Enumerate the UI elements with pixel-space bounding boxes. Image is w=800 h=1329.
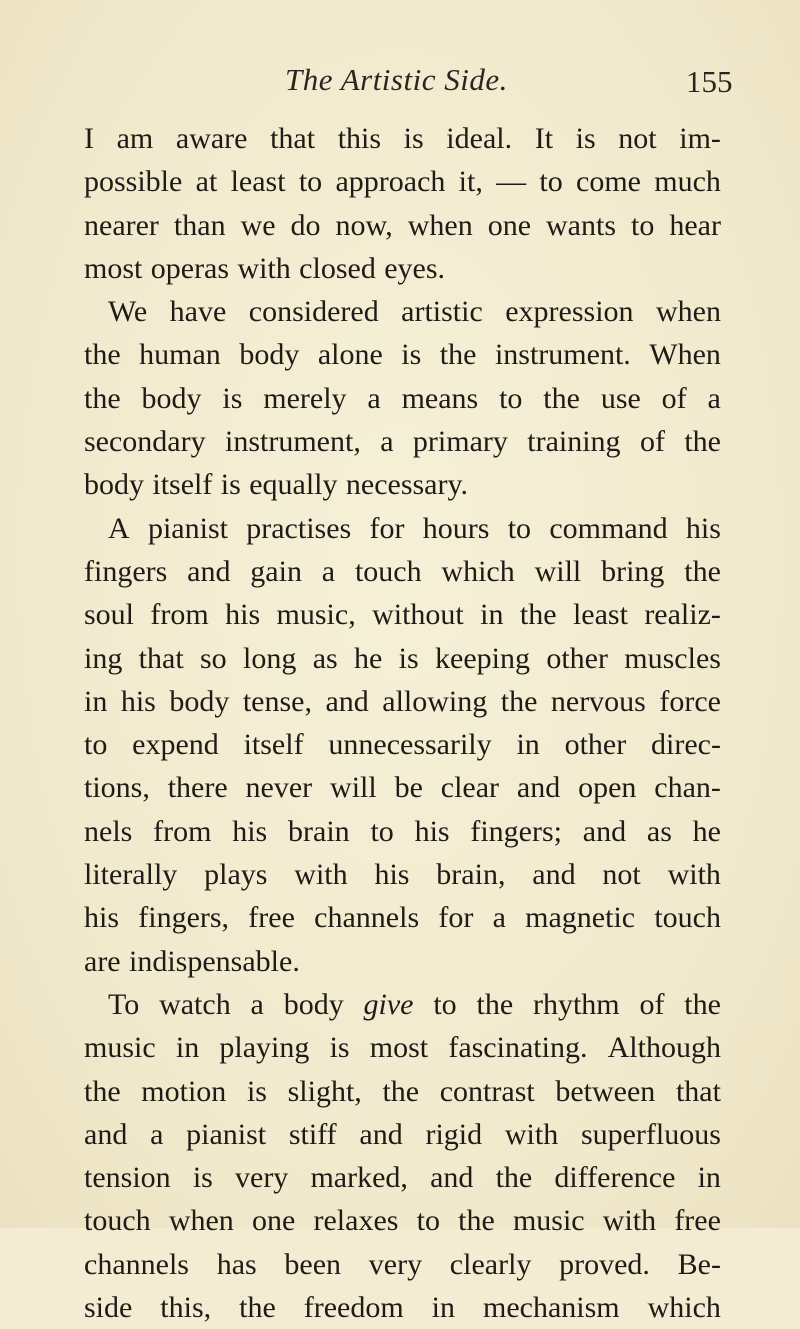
text-word: long [243,641,297,675]
text-word: of [639,425,665,459]
text-word: the [458,1204,495,1238]
text-word: is [403,122,424,155]
text-word: to [370,814,394,848]
text-word: body [141,381,202,415]
text-word: to [298,165,323,199]
text-line [84,1113,721,1156]
text-word: eyes. [384,251,446,285]
text-word: music [512,1204,585,1238]
text-word: for [369,511,405,545]
text-word: not [618,122,657,155]
text-word: tions, [84,771,150,805]
text-word: rigid [425,1117,483,1151]
text-word: muscles [624,641,721,675]
text-line [84,117,721,160]
text-word: without [372,598,464,632]
text-line [84,333,721,376]
text-word: in [431,1291,456,1325]
text-word: with [237,251,291,285]
text-word: am [116,122,154,155]
text-line [84,247,721,290]
text-word: this, [160,1291,212,1325]
text-word: at [195,165,218,199]
text-word: literally [84,858,178,892]
text-line [84,1243,721,1286]
text-word: the [439,338,477,372]
text-word: body [239,338,300,372]
text-word: possible [84,165,183,199]
text-word: the [476,987,514,1021]
text-word: soul [84,598,135,632]
text-word: it, [458,165,483,199]
text-word: brain, [436,858,506,892]
text-word: instrument. [494,338,631,372]
page-number: 155 [686,64,733,99]
text-word: his [232,814,268,848]
text-word: to [539,165,563,199]
text-word: this [337,122,382,155]
text-word: tension [84,1161,171,1195]
text-word: been [284,1247,342,1281]
text-word: a [367,381,381,415]
text-word: to [507,511,532,545]
text-word: channels [84,1247,189,1281]
text-word: touch [84,1204,151,1238]
text-word: has [216,1247,257,1281]
text-word: human [139,338,221,372]
text-word: with [504,1117,559,1151]
text-word: body [283,987,344,1021]
text-word: brain [288,814,350,848]
text-word: plays [204,858,268,892]
text-word: Be- [677,1247,721,1281]
text-word: which [441,554,515,588]
text-word: nels [84,814,133,848]
text-word: never [245,771,313,805]
text-word: proved. [559,1247,650,1281]
text-word: im- [679,122,721,155]
text-word: realiz- [644,598,721,632]
text-word: for [438,901,474,935]
text-word: to [84,728,108,762]
text-word: direc- [651,728,721,762]
body-text [84,117,721,1329]
text-word: clear [440,771,500,805]
text-word: operas [150,251,230,285]
text-word: his [685,511,721,545]
text-word: A [108,511,130,545]
text-word: a [380,425,394,459]
text-word: nearer [84,208,159,242]
text-word: which [647,1291,721,1325]
text-word: touch [654,901,721,935]
text-word: and [325,684,369,718]
text-word: fascinating. [448,1031,588,1065]
text-word: give [363,987,414,1021]
text-word: from [150,598,209,632]
text-word: indispensable. [129,944,300,978]
text-word: his [414,814,450,848]
text-word: come [576,165,641,199]
text-word: the [84,381,121,415]
text-line [84,680,721,723]
text-word: his [84,901,120,935]
text-word: that [138,641,184,675]
text-word: least [572,598,628,632]
text-word: motion [141,1074,227,1108]
text-word: free [674,1204,721,1238]
text-word: equally [249,468,338,502]
text-word: are [84,944,121,978]
text-line [84,507,721,550]
text-word: — [496,165,527,199]
text-word: superfluous [580,1117,721,1151]
text-word: the [84,338,121,372]
text-word: the [684,554,721,588]
text-line [84,550,721,593]
text-word: other [564,728,627,762]
text-word: stiff [288,1117,337,1151]
text-word: not [602,858,641,892]
text-word: tense, [242,684,312,718]
text-word: and [359,1117,403,1151]
text-line [84,204,721,247]
text-word: Although [607,1031,721,1065]
text-word: in [480,598,504,632]
text-word: We [108,295,148,329]
text-word: is [329,1031,350,1065]
text-word: the [84,1074,121,1108]
text-word: ing [84,641,123,675]
text-word: most [369,1031,429,1065]
text-word: the [684,425,721,459]
text-word: hear [669,208,721,242]
text-word: with [602,1204,657,1238]
text-word: channels [314,901,420,935]
text-line [84,593,721,636]
text-word: It [534,122,554,155]
text-line [84,940,721,983]
text-word: freedom [303,1291,404,1325]
text-word: is [575,122,596,155]
text-line [84,290,721,333]
text-word: touch [354,554,422,588]
text-word: and [187,554,231,588]
text-word: in [697,1161,721,1195]
text-line [84,896,721,939]
text-word: watch [159,987,231,1021]
text-word: in [175,1031,200,1065]
text-word: artistic [401,295,483,329]
text-word: and [84,1117,128,1151]
text-word: contrast [439,1074,535,1108]
text-word: one [251,1204,296,1238]
text-line [84,1026,721,1069]
text-word: approach [335,165,446,199]
text-word: bring [601,554,665,588]
text-word: he [692,814,721,848]
text-line [84,983,721,1026]
text-word: clearly [449,1247,532,1281]
text-line [84,1286,721,1329]
text-line [84,853,721,896]
text-word: force [659,684,721,718]
text-word: with [294,858,348,892]
text-word: instrument, [225,425,361,459]
text-word: primary [412,425,508,459]
text-word: the [519,598,557,632]
text-word: considered [248,295,379,329]
text-word: he [354,641,383,675]
running-title: The Artistic Side. [285,62,508,97]
text-word: marked, [310,1161,408,1195]
text-word: one [487,208,532,242]
text-word: that [675,1074,721,1108]
text-word: I [84,122,94,155]
text-word: have [169,295,227,329]
text-word: from [153,814,212,848]
text-word: so [200,641,227,675]
text-word: than [173,208,226,242]
text-word: the [382,1074,420,1108]
text-word: least [230,165,286,199]
text-word: is [246,1074,267,1108]
text-word: a [321,554,336,588]
text-word: and [532,858,576,892]
text-word: chan- [654,771,721,805]
text-word: relaxes [313,1204,399,1238]
text-word: fingers [84,554,168,588]
text-word: itself [243,728,304,762]
text-word: his [225,598,261,632]
text-word: between [555,1074,656,1108]
text-word: side [84,1291,133,1325]
text-word: is [222,381,243,415]
text-word: is [398,641,419,675]
text-word: body [169,684,230,718]
text-line [84,723,721,766]
text-word: the [495,1161,533,1195]
text-word: the [239,1291,276,1325]
text-word: very [235,1161,289,1195]
text-word: command [549,511,668,545]
text-word: slight, [287,1074,362,1108]
text-word: practises [246,511,352,545]
text-word: When [649,338,721,372]
text-word: as [646,814,672,848]
text-word: music, [276,598,356,632]
text-word: difference [554,1161,676,1195]
text-word: to [416,1204,440,1238]
text-word: open [578,771,637,805]
text-word: and [430,1161,474,1195]
text-word: keeping [435,641,530,675]
text-word: merely [263,381,347,415]
text-word: be [394,771,423,805]
text-word: will [534,554,582,588]
text-word: expend [132,728,219,762]
text-word: wants [546,208,616,242]
text-word: there [167,771,228,805]
text-word: playing [219,1031,310,1065]
text-word: very [368,1247,423,1281]
text-word: most [84,251,143,285]
text-word: in [516,728,540,762]
text-word: as [312,641,338,675]
text-word: the [500,684,538,718]
text-word: magnetic [525,901,636,935]
text-word: rhythm [532,987,620,1021]
text-word: his [374,858,410,892]
text-word: do [290,208,321,242]
text-word: will [330,771,377,805]
text-word: expression [505,295,634,329]
text-word: a [707,381,721,415]
text-word: pianist [147,511,228,545]
text-word: hours [422,511,490,545]
text-word: much [654,165,721,199]
text-word: closed [299,251,376,285]
text-word: with [667,858,721,892]
text-word: free [248,901,295,935]
text-word: other [546,641,608,675]
text-word: to [433,987,457,1021]
text-line [84,637,721,680]
text-word: is [220,468,241,502]
text-word: a [250,987,264,1021]
text-line [84,377,721,420]
text-word: nervous [550,684,646,718]
text-word: when [655,295,721,329]
text-word: training [527,425,621,459]
text-word: use [600,381,641,415]
text-word: secondary [84,425,206,459]
text-word: a [492,901,506,935]
text-word: alone [317,338,383,372]
text-word: to [630,208,655,242]
text-line [84,160,721,203]
text-word: to [499,381,523,415]
text-word: gain [250,554,302,588]
text-line [84,463,721,506]
text-word: of [639,987,665,1021]
text-word: unnecessarily [328,728,492,762]
text-word: itself [152,468,213,502]
text-line [84,1070,721,1113]
text-line [84,766,721,809]
text-word: is [401,338,422,372]
text-word: mechanism [482,1291,620,1325]
text-word: the [684,987,721,1021]
text-word: that [270,122,316,155]
text-word: necessary. [345,468,469,502]
text-word: a [150,1117,164,1151]
text-word: body [84,468,144,502]
text-word: his [120,684,156,718]
text-word: fingers, [138,901,230,935]
text-word: ideal. [446,122,513,155]
text-line [84,1199,721,1242]
text-line [84,1156,721,1199]
text-word: now, [335,208,393,242]
text-word: aware [175,122,248,155]
text-word: means [401,381,479,415]
text-word: To [108,987,140,1021]
text-word: and [582,814,627,848]
text-word: and [516,771,561,805]
running-head [0,62,800,102]
text-word: when [168,1204,234,1238]
text-word: of [661,381,687,415]
text-word: the [543,381,580,415]
text-word: music [84,1031,156,1065]
text-line [84,420,721,463]
text-word: is [192,1161,213,1195]
text-word: when [407,208,473,242]
text-word: we [240,208,276,242]
text-word: in [84,684,108,718]
text-line [84,810,721,853]
text-word: fingers; [470,814,562,848]
text-word: allowing [382,684,488,718]
text-word: pianist [186,1117,267,1151]
